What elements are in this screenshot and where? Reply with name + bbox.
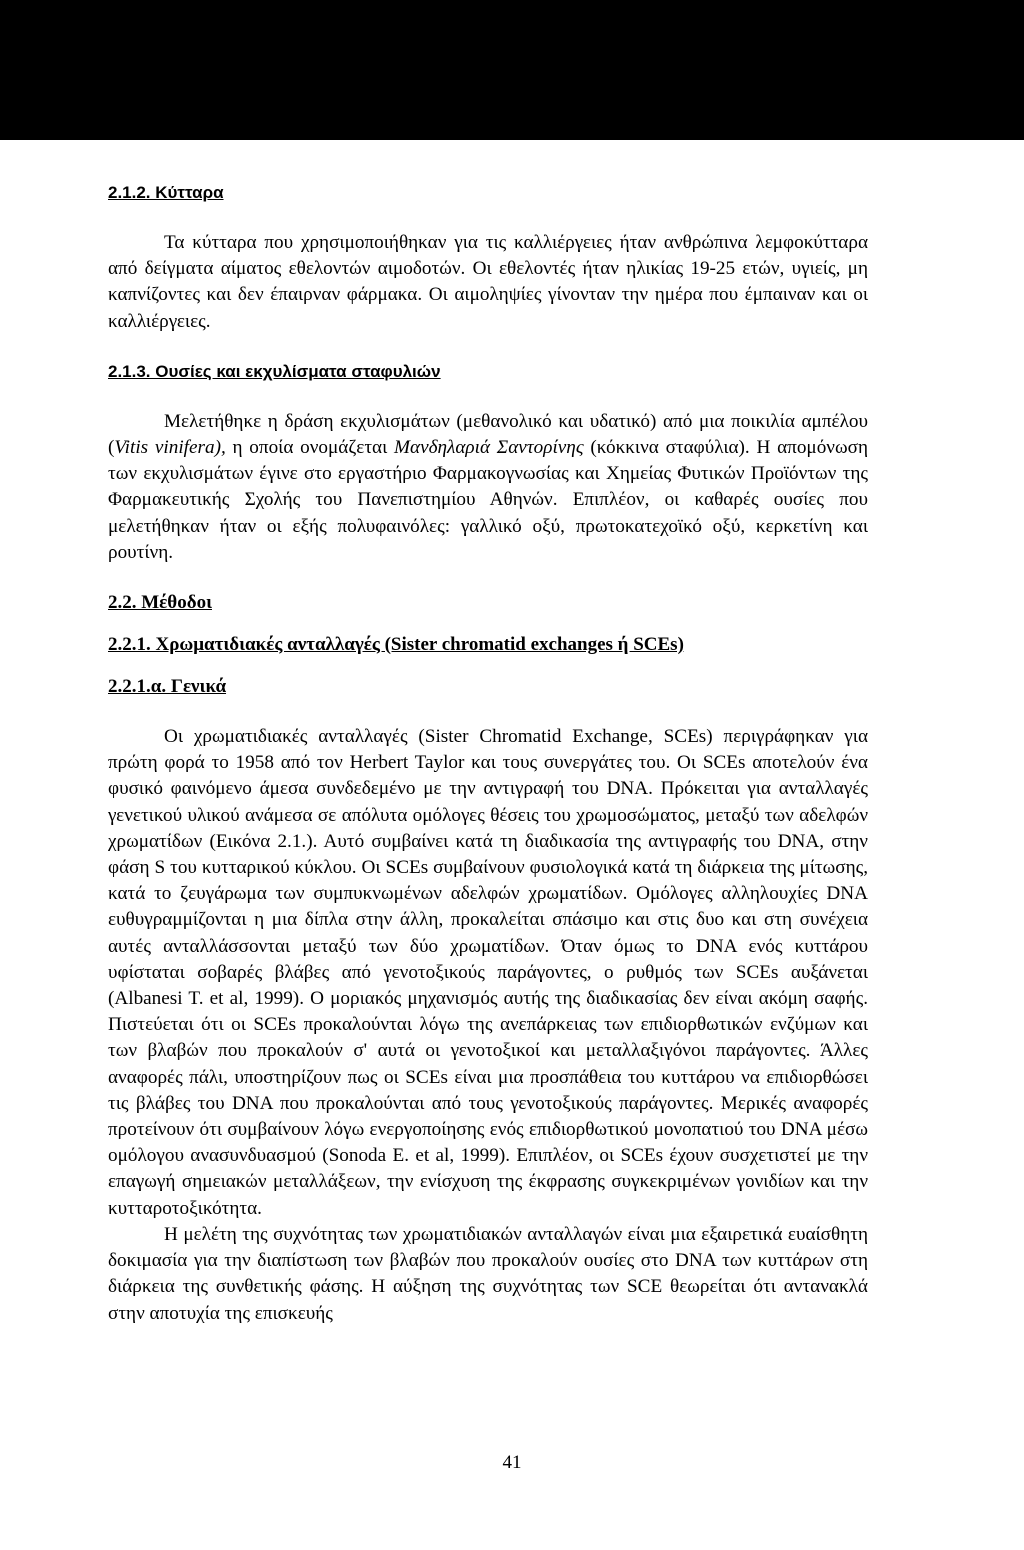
- variety-name: Μανδηλαριά Σαντορίνης: [394, 437, 584, 459]
- section-heading-substances: 2.1.3. Ουσίες και εκχυλίσματα σταφυλιών: [108, 361, 441, 381]
- species-name: Vitis vinifera),: [114, 437, 226, 459]
- substances-text-part-c: (κόκκινα σταφύλια). Η απομόνωση των εκχυλισμάτων έγινε στο εργαστήριο Φαρμακογνωσίας και Χημείας Φυτικών Προϊόντων της Φαρμακευτικής Σχολής του Πανεπιστημίου Αθηνών. Επιπλέον, οι καθαρές ουσίες που μελετήθηκαν ήταν οι εξής πολυφαινόλες: γαλλικό οξύ, πρωτοκατεχοϊκό οξύ, κερκετίνη και ρουτίνη.: [108, 437, 868, 563]
- section-heading-sce: 2.2.1. Χρωματιδιακές ανταλλαγές (Sister chromatid exchanges ή SCEs): [108, 634, 684, 656]
- page-number: 41: [502, 1452, 522, 1473]
- document-page: [0, 140, 1024, 1550]
- paragraph-frequency: Η μελέτη της συχνότητας των χρωματιδιακών ανταλλαγών είναι μια εξαιρετικά ευαίσθητη δοκιμασία για την διαπίστωση των βλαβών που προκαλούν ουσίες στο DNA των κυττάρων στη διάρκεια της συνθετικής φάσης. Η αύξηση της συχνότητας των SCE θεωρείται ότι αντανακλά στην αποτυχία της επισκευής: [108, 1223, 868, 1324]
- page-content: [108, 180, 868, 1327]
- substances-text-part-b: η οποία ονομάζεται: [225, 437, 395, 459]
- paragraph-substances: [108, 409, 868, 566]
- paragraph-general: Οι χρωματιδιακές ανταλλαγές (Sister Chromatid Exchange, SCEs) περιγράφηκαν για πρώτη φορά το 1958 από τον Herbert Taylor και τους συνεργάτες του. Οι SCEs αποτελούν ένα φυσικό φαινόμενο άμεσα συνδεδεμένο με την αντιγραφή του DNA. Πρόκειται για ανταλλαγές γενετικού υλικού ανάμεσα σε απόλυτα ομόλογες θέσεις του χρωμοσώματος, μεταξύ των αδελφών χρωματίδων (Εικόνα 2.1.). Αυτό συμβαίνει κατά τη διαδικασία της αντιγραφής του DNA, στην φάση S του κυτταρικού κύκλου. Οι SCEs συμβαίνουν φυσιολογικά κατά τη διάρκεια της μίτωσης, κατά το ζευγάρωμα των συμπυκνωμένων αδελφών χρωματίδων. Ομόλογες αλληλουχίες DNA ευθυγραμμίζονται η μια δίπλα στην άλλη, προκαλείται σπάσιμο και στις δυο και στη συνέχεια αυτές ανταλλάσσονται μεταξύ των δύο χρωματίδων. Όταν όμως το DNA ενός κυττάρου υφίσταται σοβαρές βλάβες από γενοτοξικούς παράγοντες, ο ρυθμός των SCEs αυξάνεται (Albanesi T. et al, 1999). Ο μοριακός μηχανισμός αυτής της διαδικασίας δεν είναι ακόμη σαφής. Πιστεύεται ότι οι SCEs προκαλούνται λόγω της ανεπάρκειας των επιδιορθωτικών ενζύμων και των βλαβών που προκαλούν σ' αυτά οι γενοτοξικοί και μεταλλαξιγόνοι παράγοντες. Άλλες αναφορές πάλι, υποστηρίζουν πως οι SCEs είναι μια προσπάθεια του κυττάρου να επιδιορθώσει τις βλάβες του DNA που προκαλούνται από τους γενοτοξικούς παράγοντες. Μερικές αναφορές προτείνουν ότι συμβαίνουν λόγω ενεργοποίησης ενός επιδιορθωτικού μονοπατιού του DNA μέσω ομόλογου ανασυνδυασμού (Sonoda E. et al, 1999). Επιπλέον, οι SCEs έχουν συσχετιστεί με την επαγωγή σημειακών μεταλλάξεων, την ενίσχυση της έκφρασης συγκεκριμένων γονιδίων και την κυτταροτοξικότητα.: [108, 726, 868, 1219]
- section-heading-general: 2.2.1.α. Γενικά: [108, 676, 227, 698]
- section-heading-cells: 2.1.2. Κύτταρα: [108, 183, 224, 202]
- substances-text-part-a: Μελετήθηκε η δράση εκχυλισμάτων (μεθανολικό και υδατικό) από μια ποικιλία αμπέλου (: [108, 410, 868, 459]
- section-heading-methods: 2.2. Μέθοδοι: [108, 592, 212, 614]
- paragraph-cells: Τα κύτταρα που χρησιμοποιήθηκαν για τις καλλιέργειες ήταν ανθρώπινα λεμφοκύτταρα από δείγματα αίματος εθελοντών αιμοδοτών. Οι εθελοντές ήταν ηλικίας 19-25 ετών, υγιείς, μη καπνίζοντες και δεν έπαιρναν φάρμακα. Οι αιμοληψίες γίνονταν την ημέρα που έμπαιναν και οι καλλιέργειες.: [108, 232, 868, 332]
